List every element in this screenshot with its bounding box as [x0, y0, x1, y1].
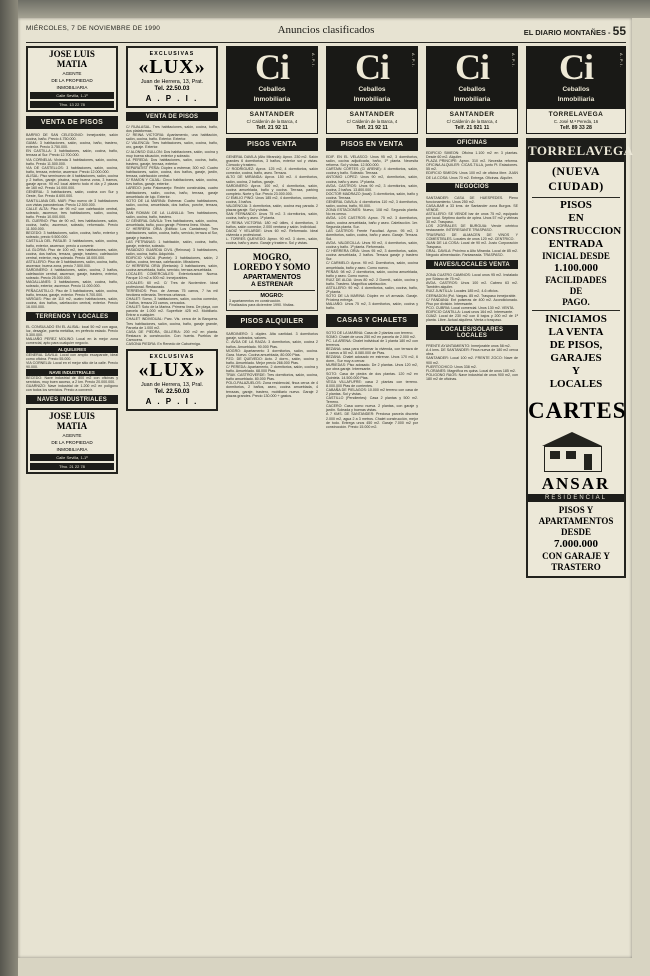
classified-ad[interactable]: SAN ROMAN DE LA LLANILLA: Tres habitaciones, salón, cocina, baño, trastero. — [126, 210, 218, 220]
torrelavega-l12: GARAJES — [550, 352, 602, 364]
ad-mogro-loredo-somo[interactable] — [226, 248, 318, 311]
classified-ad[interactable]: VEGA VILLAFUFRE: casa 2 plantas con terreno. 8.000.000 Ptas de corrientes. — [326, 379, 418, 388]
torrelavega-l14: LOCALES — [549, 378, 603, 390]
classified-ad[interactable]: C/ HERRERA ORIA: Unos 95 m2, 3 dormitorios, salón, cocina amueblada, 2 baños. Terraza garaje y trastero Sur. — [326, 249, 418, 262]
classified-ad[interactable]: C/ HERRERA ORIA (Bretania): 3 habitaciones, salón, cocina amueblada, baño, servicio, terraza amueblada. — [126, 264, 218, 273]
ansar-l5: TRASTERO — [551, 562, 601, 572]
classified-ad[interactable]: PEÑACASTILLO: Piso de 3 habitaciones, salón, cocina, baño, terraza, garaje, exterior. Precio 9.700.000. — [26, 288, 118, 297]
ceballos-phone-4: Telf. 89 33 28 — [560, 125, 592, 131]
ceballos-address-3: C/ Calderón de la Barca, 4 — [446, 119, 498, 124]
classified-ad[interactable]: LOCALES COMERCIALES: Exteriorización Nueva. Parque 10 m2 a 500 m2. Inmejorables. — [126, 272, 218, 281]
classified-ad[interactable]: CASA DE PIEDRA, GILLERIA: 200 m2 en planta. Restaura la construcción. Con huerta. Pueblos de Carrocera. — [126, 329, 218, 342]
classified-ad[interactable]: SARDINERO: 4 habitaciones, salón, cocina, 2 baños, calefacción central, ascensor, garaje, trastero, exterior, soleado. Precio 25.000.000. — [26, 268, 118, 281]
classified-ad[interactable]: POLO-PALAZUELOS: Zona residencial, finca cerca de 4 dormitorios, 2 baños, aseo, cocina amueblada, 4 terrazas, garaje, trastero, mobiliario nuevo. Garaje 2 plazas grandes. Precio 130.000 + gastos. — [226, 381, 318, 398]
torrelavega-l8: PAGO. — [562, 297, 590, 307]
section-header-pisos-alquiler: PISOS ALQUILER — [226, 315, 318, 328]
classified-ad[interactable]: LA GLORIA: Piso de 100 m2, tres habitaciones, salón, cocina, dos baños, terraza, garaje, trastero, calefacción central, exterior, muy soleado. Precio 18.000.000. — [26, 247, 118, 260]
classified-ad[interactable]: BEZANA: Chalet adosado en estrenar. Unos 170 m2, 6 dorm., Sur muy a cercar. — [326, 355, 418, 364]
ceballos-name-1c: Ceballos — [458, 86, 486, 93]
classified-ad[interactable]: SOMO: Chalet de unos 250 m2 en parcela de 2.000 m2. — [326, 334, 416, 339]
classified-ad[interactable]: C/ RUALASAL. Tres habitaciones, salón, cocina, baño, dos plataformas. — [126, 125, 218, 134]
classified-ad[interactable]: TERRENOS: Prox. de Arenas 75 carros, 7 ha mil hectárea milenaria. Terrenos urbanos. — [126, 288, 218, 297]
classified-ad[interactable]: AVDA. VALDECILLA: Unos 90 m2, 4 dormitorios, salón, cocina y baño. 1ª planta. Reformado. — [326, 240, 418, 250]
torrelavega-l13: Y — [572, 365, 580, 377]
classified-ad[interactable]: JUAN DE LA COSA: Local de 90 m2. Justo Corporación Traspaso. — [426, 240, 518, 249]
ad-list-col5-c — [426, 273, 518, 322]
torrelavega-l7: DE — [569, 286, 583, 296]
classified-ad[interactable]: C/ GENERAL DAVILA: Tres habitaciones, salón, cocina, amueblada, baño, poco garaje. Primera línea. Vistas. — [126, 219, 218, 228]
ad-torrelavega-nueva-ciudad[interactable] — [526, 138, 634, 578]
ansar-logo: ANSAR — [541, 474, 611, 493]
classified-ad[interactable]: OJAIZ: Local de 230 m2 con 8 bajos y 200 m2 de 1ª planta. Libre. Actual alquilera. Venta o traspaso. — [426, 314, 518, 323]
page-number: 55 — [612, 24, 626, 38]
section-header-oficinas: OFICINAS — [426, 138, 518, 147]
ceballos-ci-logo-3: Ci — [455, 47, 489, 87]
agency-role2: DE LA PROPIEDAD — [51, 78, 93, 83]
ad-ceballos-logo-1[interactable] — [226, 46, 318, 109]
classified-ad[interactable]: ASTILLERO: Piso de 3 habitaciones, salón, cocina, baño, ascensor, buena zona, precio 7.500.000. — [26, 259, 118, 268]
ceballos-address-2: C/ Calderón de la Barca, 4 — [346, 119, 398, 124]
ceballos-city-3: SANTANDER — [449, 111, 495, 118]
classified-ad[interactable]: CASONA PIEDRA: En Renedo de Cabuérniga. — [126, 341, 201, 346]
classified-ad[interactable]: CHALET: Somo, 3 habitaciones, salón, cocina comedor, 2 baños, terraza 23 carros, cercados. — [126, 296, 218, 306]
classified-ad[interactable]: EDIF. EN EL VELASCO: Unos 95 m2, 3 dormitorios, salón, cocina adjudicada, baño, 1ª planta. Necesita reforma. Sol y vistas. 12.500.000. — [326, 155, 418, 168]
classified-ad[interactable]: VIA CORNELIA: Local en el mejor sitio de la calle. Precio 90.000. — [26, 360, 118, 369]
classified-ad[interactable]: CHALET INDIVIDUAL: Parc. Vis. cerca de la Barquera. Tres habitaciones, salón, cocina, baño, garaje grande, Parcela de 1.000 m2. — [126, 317, 218, 330]
classified-ad[interactable]: C/ EMILIO PINO: Unos 185 m2, 4 dormitorios, comedor, cocina, 3 baños. — [226, 195, 318, 205]
classified-ad[interactable]: AVDA. CASTROS: Unos 90 m2, 3 dormitorios, salón, cocina, 2 baños. 13.800.000. — [326, 183, 418, 192]
classified-ad[interactable]: CALLE ALTA: Piso de 95 m2 con calefacción central, soleado, ascensor, tres habitaciones, salón, cocina, baño. Precio 10.000.000. — [26, 206, 118, 219]
classified-ad[interactable]: ASTILLERO: SE VENDE bar de unos 75 m2, equipado por local. Séptimo dueño de oplea. Unos 57 m2 y vitrinas 30 m2. Traspaso. — [426, 212, 518, 225]
classified-ad[interactable]: C/ RAMON Y CAJAL: Cinco habitaciones, salón, cocina, tres baños, garaje, exterior. — [126, 178, 218, 187]
classified-ad[interactable]: C/ RODRIGUEZ: Aprox. 125 m2, 4 dormitorios, salón comedor, cocina, baño, aseo. Terraza. — [226, 167, 318, 176]
section-header-terrenos-locales: TERRENOS Y LOCALES — [26, 312, 118, 321]
classified-ad[interactable]: A 4 kms. DE SANTANDER: Finca nueva de 180 m2 cerca obra. — [426, 348, 519, 357]
classified-ad[interactable]: PZO. DE QUEVEDO: Acto. 2 dorm., salón, cocina y baño. Amueblado. Mejor precio 266.000 Ptas. — [226, 356, 318, 365]
page-edge-left — [0, 0, 18, 976]
classified-ad[interactable]: LOS ZORRALES DE BURGUIA: Vende céntrico restaurante. INTERESANTE TRASPASO. — [426, 224, 518, 233]
classified-ad[interactable]: SOTO DE LA MARINA: Dúplex en c/t armada. Garaje. Próxima entrega. — [326, 294, 418, 303]
column-6 — [526, 46, 634, 944]
classified-ad[interactable]: SARDINERO: 1 dúplex. Alta cantidad. 3 dormitorios garaje, soleados, valores. — [226, 332, 318, 341]
section-header-naves-industriales: NAVES INDUSTRIALES — [26, 395, 118, 404]
classified-ad[interactable]: CARTAIN CORTES (C/ ARENE): 4 dormitorios, salón, cocina y baño. Soleado. Terraza. — [326, 167, 418, 176]
classified-ad[interactable]: C/ CARMELO: Aprox. 90 m2. Dormitorios, salón, cocina amueblada, baño y aseo. Como nuevo. — [326, 261, 418, 270]
ceballos-city: SANTANDER — [249, 111, 295, 118]
lux-phone: Tel. 22.50.03 — [154, 86, 190, 92]
classified-ad[interactable]: ASTILLERO: 90 m2. 4 dormitorios, salón, cocina, baño, 2ª planta. — [326, 286, 418, 295]
classified-ad[interactable]: ALISAL: Piso seminuevo de 4 habitaciones, salón, cocina y 2 baños, garaje, piscina, muy buena zona, 3 tramos, garaje aprox. 90 m2 local abierto todo el día y 2 plazas de 160 m2. Precio 14.000.000. — [26, 173, 118, 191]
classified-ad[interactable]: C/ ALONSO GULLON: Dos habitaciones, salón, cocina y muy buena situación, exterior y soleado. — [126, 149, 218, 158]
classified-ad[interactable]: FRENTE AYUNTAMIENTO: Inmejorable unos 58 m2. — [426, 344, 511, 349]
classified-ad[interactable]: SARDINERO: Aprox. 100 m2, 4 dormitorios, salón, cocina amueblada, baño y cocina. Terraza, parking completo. Norte y Sur. Precio 23.000.000. — [226, 183, 318, 196]
masthead-paper-name: EL DIARIO MONTAÑES - — [523, 28, 611, 37]
ansar-l2: APARTAMENTOS — [538, 516, 614, 526]
classified-ad[interactable]: CERNADON (Pol. Vargas. 85 m2. Traspaso inmejorable. — [426, 293, 517, 298]
classified-ad[interactable]: GENERAL DAVILA: 4 dormitorios 110 m2, 3 dormitorios, salón, cocina, baño, 90.000. — [326, 200, 418, 209]
lux-api-label-2: A . P . I . — [145, 397, 199, 407]
masthead-date: MIÉRCOLES, 7 DE NOVIEMBRE DE 1990 — [26, 25, 161, 32]
agency-name-line2: MATIA — [56, 58, 88, 69]
agency-role: AGENTE — [62, 433, 82, 439]
classified-ad[interactable]: EN CASTILLA: 3 habitaciones, salón, cocina, baño, terraza al Sur. Precio 12.700.000. — [26, 149, 118, 158]
classified-ad[interactable]: MALIAÑO: Unos 75 m2, 3 dormitorios, salón, cocina y baño. — [326, 302, 418, 311]
classified-ad[interactable]: AVDA. CASTROS: Unos 100 m2. Cabreo 63 m2. También alquiler. — [426, 281, 518, 290]
subsection-alquileres: ALQUILERES — [26, 346, 118, 353]
classified-ad[interactable]: ZONA ESTACIONES: Nuevo, 108 m2. Segunda planta. No es censo. — [326, 208, 418, 217]
torrelavega-l4: ENTRADA — [548, 238, 604, 250]
torrelavega-subtitle: (NUEVA CIUDAD) — [548, 164, 604, 193]
classified-ad[interactable]: PCO. CUBRIA: Local comercial. Unos 130 m2. VENTA. — [426, 305, 515, 310]
classified-ad[interactable]: AVDA. LOS CASTROS: Aprox. 75 m2. 3 dormitorios, salón, cocina amueblada, baño y aseo. Calefacción. 1er. Segunda planta. Sur. — [326, 216, 418, 229]
lux-brand: «LUX» — [138, 56, 206, 78]
classified-ad[interactable]: EDIFICIO CANTILLA: Local unos 164 m2. Interesante. — [426, 309, 514, 314]
lux-exclusivas-label-2: EXCLUSIVAS — [149, 354, 195, 361]
classified-ad[interactable]: EDIFICIO SIMEON: Unos 100 m2 de oficina libre. JUAN DE LA COSA: Unos 70 m2. Entrega. Oficinas. Alquiler. — [426, 171, 518, 180]
section-header-venta-pisos: VENTA DE PISOS — [26, 116, 118, 129]
ceballos-phone-3: Telf. 21 921 11 — [454, 125, 490, 131]
torrelavega-l10: LA VENTA — [548, 326, 604, 338]
classified-ad[interactable]: PC. LA ARENA: Chalet individual de 1 planta 180 m2 con terrenos. — [326, 338, 418, 347]
agency-address: Calle Sevilla, 1-1º — [30, 92, 114, 99]
agency-role3: INMOBILIARIA — [56, 85, 88, 90]
classified-ad[interactable]: LOCALES: 60 m2. C/ Tres de Noviembre. Ideal profesional. Restaurado. — [126, 280, 218, 289]
ceballos-contact-1[interactable] — [226, 109, 318, 134]
classified-ad[interactable]: CABAÑA DE PIELAGOS: 10.000 m2 terreno con casa de 2 plantas. Sol y vistas. — [326, 387, 418, 396]
classified-ad[interactable]: MOGRO: Apartamento 3 dormitorios, salón, cocina. Gara. Nuevo. Cocina amueblada, 80.000 Ptas. — [226, 348, 318, 357]
torrelavega-l5: INICIAL DESDE — [542, 251, 610, 261]
classified-ad[interactable]: BARRIO DE SAN CELEDONIO: Inmejorable, salón cocina, baño. Precio 4.750.000. — [26, 133, 118, 142]
classified-ad[interactable]: CASA-BAR a 33 kms. de Santander zona Burgos. SE VENDE. — [426, 203, 518, 212]
subsection-naves: NAVE INDUSTRIALES — [26, 369, 118, 376]
classified-ad[interactable]: CHALET: Soto de la Marina. Primera línea. De playa, con parcela de 1.000 m2. Superficie 425 m2. Mobiliario. Entrar a cualquier. — [126, 305, 218, 318]
section-header-naves-locales-venta: NAVES/LOCALES VENTA — [426, 260, 518, 269]
classified-ad[interactable]: LAS PETRANAS: 1 habitación, salón, cocina, baño, garaje, exterior, soleado. — [126, 239, 218, 248]
promo-line-4: A ESTRENAR — [250, 281, 293, 289]
ceballos-name-1b: Ceballos — [358, 86, 386, 93]
agency-name-line1: JOSE LUIS — [49, 49, 95, 59]
classified-ad[interactable]: PLAZA PRINCIPE: Aprox. 310 m2. Necesita reforma. OFICINA ALQUILER: C/CAS-TILLA, junto Pl. Estaciones. 55 m2. — [426, 159, 518, 172]
section-header-pisos-en-venta: PISOS EN VENTA — [326, 138, 418, 151]
ad-list-col4 — [326, 155, 418, 311]
agency-phone: Tfno. 13 22 78 — [30, 101, 114, 108]
classified-ad[interactable]: ZONA CUATRO CAMINOS: Local unos 95 m2. Instalado por Sótano de 75 m2. — [426, 273, 518, 282]
classified-ad[interactable]: GAMA: 3 habitaciones, salón, cocina, baño, trastero, exterior. Precio 3.750.000. — [26, 141, 118, 150]
agency-role: AGENTE — [62, 71, 82, 76]
agency-address: Calle Sevilla, 1-1º — [30, 454, 114, 461]
torrelavega-title: TORRELAVEGA — [528, 140, 624, 162]
classified-ad[interactable]: VIA DE CASTELLOS: 3 habitaciones, salón, cocina, baño, terraza, exterior, ascensor. Precio 12.000.000. — [26, 165, 118, 174]
ad-ceballos-logo-4[interactable] — [526, 46, 626, 109]
house-illustration — [528, 428, 624, 474]
classified-ad[interactable]: SAN FERNANDO: Unos 75 m2. 3 dormitorios, salón, cocina, baño y aseo. 1ª planta. — [226, 212, 318, 221]
classified-ad[interactable]: BECEDO: 3 habitaciones, salón, cocina, baño, exterior y soleado, precio 9.500.000. — [26, 231, 118, 240]
ceballos-address-4: C. José M.ª Pereda, 16 — [553, 119, 599, 124]
lux-api-label: A . P . I . — [145, 94, 199, 103]
classified-ad[interactable]: MALIAÑO PEREZ MOLINO: Local en la mejor zona comercial, apto para cualquier negocio. — [26, 337, 118, 346]
classified-ad[interactable]: ANTONIO LOPEZ: Unos 90 m2, dormitorios, salón, cocina, baño y aseo. 1ª planta. — [326, 175, 418, 184]
torrelavega-price: 1.100.000 — [554, 262, 598, 274]
agency-name-line2: MATIA — [56, 420, 88, 431]
lux-phone-2: Tel. 22.50.03 — [154, 389, 190, 396]
ad-list-col5-d — [426, 344, 518, 381]
ceballos-phone: Telf. 21 92 11 — [256, 125, 288, 131]
ceballos-address: C/ Calderón de la Barca, 4 — [246, 119, 298, 124]
ansar-residencial-label: RESIDENCIAL — [528, 494, 624, 502]
lux-address-2: Juan de Herrera, 13, Pral. — [140, 382, 204, 389]
ansar-price: 7.000.000 — [554, 538, 598, 550]
classified-ad[interactable]: SANTANDER: CASA DE HUESPEDES. Pleno funcionamiento. Unos 250 m2. — [426, 195, 518, 204]
ceballos-name-2c: Inmobiliaria — [453, 96, 491, 103]
classified-ad[interactable]: GUARNIZO: Nave industrial de 1.200 m2 en polígono con todos los servicios. Precio a convenir. — [26, 384, 118, 393]
classified-ad[interactable]: VALDENOJA: 3 dormitorios, salón, cocina esq parada. 2 plazas garaje. Sol y vistas. — [226, 204, 318, 213]
cartes-title: CARTES — [528, 398, 627, 423]
api-label-vertical-2: A.P.I. — [411, 53, 416, 69]
ceballos-name-1d: Ceballos — [562, 86, 590, 93]
classified-ad[interactable]: DOCTOR MADRAZO (local): 3 dormitorios, salón, baño y cocina. Terraza. — [326, 191, 418, 200]
ad-lux-top[interactable] — [126, 46, 218, 108]
api-label-vertical-3: A.P.I. — [511, 53, 516, 69]
torrelavega-l3: CONSTRUCCION — [530, 225, 622, 237]
classified-ad[interactable]: VIA CORNELIA: Vivienda 3 habitaciones, salón, cocina, baño. Precio 11.500.000. — [26, 157, 118, 166]
classified-ad[interactable]: GENERAL: 3 habitaciones, salón, cocina con Sur y Oeste, Sur. Precio 8.600.000. — [26, 190, 118, 199]
ceballos-ci-logo-4: Ci — [559, 47, 593, 87]
classified-ad[interactable]: C. AVDA DE LA RAIZA: 3 dormitorios, salón, cocina 2 baños. Amueblado. 90.000 Ptas. — [226, 340, 318, 349]
classified-ad[interactable]: L. TORRES QUEVEDO: Aprox. 90 m2. 3 dorm., salón, cocina, baño y aseo. Garaje y trastero. Sol y vistas. — [226, 236, 318, 245]
ad-list-col1-b — [26, 325, 118, 392]
torrelavega-l2: EN — [568, 212, 584, 224]
ad-list-col4-b — [326, 331, 418, 429]
ad-lux-bottom[interactable] — [126, 349, 218, 411]
agency-phone: Tfno. 21 22 78 — [30, 463, 114, 470]
column-2 — [126, 46, 218, 944]
lux-brand-2: «LUX» — [138, 359, 206, 382]
ceballos-contact-3[interactable] — [426, 109, 518, 134]
classified-ad[interactable]: EDIFICIO VIUDA (Puente): 3 habitaciones, salón, 2 baños, cocina, terraza, calefacción. Miradores. — [126, 256, 218, 265]
page-edge-top — [0, 0, 650, 18]
ceballos-name-2: Inmobiliaria — [253, 96, 291, 103]
ceballos-ci-logo: Ci — [255, 47, 289, 87]
ad-ceballos-logo-2[interactable] — [326, 46, 418, 109]
section-header-casas-chalets: CASAS Y CHALETS — [326, 314, 418, 327]
classified-ad[interactable]: C/ REINA VICTORIA: 180 m2 útiles, 4 dormitorios, 3 baños, salón comedor, 2.000 ventana y salón. Individual. — [226, 220, 318, 229]
classified-ad[interactable]: C/ VALENCIA: Tres habitaciones, salón, cocina, baño, oro, garaje. Exterior. — [126, 141, 218, 150]
classified-ad[interactable]: SANTILLANA DEL MAR: Piso nuevo de 3 habitaciones con vistas panorámicas. Precio 12.500.000. — [26, 198, 118, 207]
classified-ad[interactable]: TRASPASO DE ALMACEN DE VINOS Y COMESTIBLES. Locales de unos 120 m2. CENTRICO. — [426, 232, 518, 241]
promo-sub-1: MOGRO: — [260, 293, 284, 300]
lux-address: Juan de Herrera, 13, Prat. — [140, 79, 204, 85]
classified-ad[interactable]: SOTO DE LA MARINA: Casa de 2 plantas con terreno. — [326, 330, 414, 335]
ceballos-city-4: TORRELAVEGA — [548, 111, 604, 118]
ansar-l4: CON GARAJE Y — [542, 551, 610, 561]
ceballos-name-2b: Inmobiliaria — [353, 96, 391, 103]
masthead — [26, 24, 626, 43]
classified-ad[interactable]: CACERO: Casa como nueva. 2 plantas, con garaje y jardín. Soleada y buenas vistas. — [326, 404, 418, 413]
column-4 — [326, 46, 418, 944]
ad-list-col5-b — [426, 196, 518, 257]
classified-ad[interactable]: MAGALLANES: 3 habitaciones, salón, cocina, baño, soleado, exterior, ascensor. Precio 11.000.000. — [26, 280, 118, 289]
column-1 — [26, 46, 118, 944]
ceballos-name-2d: Inmobiliaria — [557, 96, 595, 103]
classifieds-columns — [26, 46, 634, 946]
section-header-venta-pisos-2: VENTA DE PISOS — [126, 112, 218, 121]
promo-line-1: MOGRO, — [252, 252, 292, 263]
ad-list-col3 — [226, 155, 318, 245]
torrelavega-l1: PISOS — [560, 199, 592, 211]
lux-exclusivas-label: EXCLUSIVAS — [149, 51, 195, 57]
classified-ad[interactable]: EL CUERNO: Piso de 90 m2, tres habitaciones, salón, cocina, baño, ascensor, soleado, reformado. Precio 11.500.000. — [26, 218, 118, 232]
ad-list-col1 — [26, 133, 118, 309]
classified-ad[interactable]: ALTO DE MIRANDA: Aprox. 150 m2. 4 dormitorios, salón, cocina, 2 baños, garaje. — [226, 175, 318, 184]
classified-ad[interactable]: EDIFICIO SIMEON: Oficina 1.100 m2 en 3 plantas. Desde 60 m2. Alquiler. — [426, 151, 518, 160]
section-header-pisos-venta: PISOS VENTA — [226, 138, 318, 151]
classified-ad[interactable]: LAREDO: junto Palomarejo: Recién construidas, cuatro habitaciones, salón, cocina, baño, terraza, garaje amueblado de lujo. Exterior. — [126, 186, 218, 199]
classified-ad[interactable]: C/ HERRERA ORIA (Edificio Los Cantabros): Tres habitaciones, salón, cocina, baño, servicio, terraza al Sur, garaje y trastero. — [126, 227, 218, 240]
ad-jose-luis-matia-bottom[interactable] — [26, 408, 118, 474]
ansar-l1: PISOS Y — [558, 505, 594, 515]
ceballos-city-2: SANTANDER — [349, 111, 395, 118]
classified-ad[interactable]: A 7 KMS. DE SANTANDER: Preciosa parcela discreta 2.000 m2, agua 2 a 3 metros. Chalet construcción, mejor de todo. Entrega unos 450 m2. Garaje 7.000 m2 por construcción. Precio 15.000 m2. — [326, 412, 418, 429]
ad-list-col5 — [426, 151, 518, 180]
classified-ad[interactable]: PEÑAS: 98 m2. 2 dormitorios, salón, cocina amueblada, baño y aseo. Como nuevo. — [326, 269, 418, 278]
classified-ad[interactable]: CASTILLA DEL PASAJE: 3 habitaciones, salón, cocina, baño, exterior, ascensor, precio a convenir. — [26, 239, 118, 248]
classified-ad[interactable]: GENERAL DAVILA (Alto Miranda): Aprox. 230 m2. Salón grandes 6 dormitorios, 3 baños, exterior sol y vistas. Cómodo y trastero. — [226, 155, 318, 168]
ad-list-col2 — [126, 125, 218, 346]
classified-ad[interactable]: SANTANDER: Local 100 m2. FRENTE ZOCO: Nave de 900 m2. — [426, 356, 518, 365]
masthead-paper — [524, 24, 626, 38]
torrelavega-l11: DE PISOS, — [549, 339, 603, 351]
classified-ad[interactable]: PASADIZO GUARDIA CIVIL (Reinosa): 3 habitaciones, salón, cocina, baño. Adquirido. — [126, 247, 218, 256]
classified-ad[interactable]: MURIEDAS: Piso adosado. De 2 plantas. Unos 120 m2, por obra garaje. Interesante. — [326, 363, 418, 372]
agency-role3: INMOBILIARIA — [56, 447, 88, 453]
column-3 — [226, 46, 318, 944]
ceballos-contact-4[interactable] — [526, 109, 626, 134]
ad-jose-luis-matia-top[interactable] — [26, 46, 118, 112]
torrelavega-l9: INICIAMOS — [545, 313, 607, 325]
classified-ad[interactable]: FLORANES: Magnífica es quina. Local de unos 185 m2. — [426, 368, 516, 373]
ceballos-name-1: Ceballos — [258, 86, 286, 93]
classified-ad[interactable]: C/ FANDANA: Ent pulseras de 400 m2. Acondicionado. Piso por división. Interesante. — [426, 297, 518, 306]
api-label-vertical: A.P.I. — [311, 53, 316, 69]
ansar-l3: DESDE — [560, 527, 591, 537]
classified-ad[interactable]: POLIGONO RAOS: Nave industrial de unos 900 m2, con 180 m2 de oficinas. — [426, 372, 518, 381]
ad-ceballos-logo-3[interactable] — [426, 46, 518, 109]
section-header-locales-solares: LOCALES/SOLARES LOCALES — [426, 325, 518, 340]
section-header-negocios: NEGOCIOS — [426, 183, 518, 192]
agency-role2: DE LA PROPIEDAD — [51, 440, 93, 446]
torrelavega-l6: FACILIDADES — [545, 275, 607, 285]
ceballos-contact-2[interactable] — [326, 109, 418, 134]
ceballos-ci-logo-2: Ci — [355, 47, 389, 87]
column-5 — [426, 46, 518, 944]
classified-ad[interactable]: SOTO: Casa de piedra de dos plantas. 120 m2 en Quintela. 14.500.000 Ptas. — [326, 371, 418, 380]
ceballos-phone-2: Telf. 21 92 11 — [356, 125, 388, 131]
classified-ad[interactable]: RUIZ DE ALDA: Unos 80 m2. 2 Dormit., salón, cocina y baño. Trastero. Magnífica calefacción. — [326, 277, 418, 286]
classified-ad[interactable]: SEPARATIST PEÑA: Dúplex a estrenar, 300 m2. Cuatro habitaciones, salón, cocina, dos baños, garaje, jardín, terraza, calefacción central. — [126, 165, 218, 179]
promo-line-2: LOREDO Y SOMO — [233, 262, 311, 273]
promo-line-3: APARTAMENTOS — [243, 274, 301, 282]
classified-ad[interactable]: GENERAL DAVILA: Local con amplio escaparate, ideal como oficina. Precio 55.000. — [26, 352, 118, 361]
api-label-vertical-4: A.P.I. — [619, 53, 624, 69]
classified-ad[interactable]: TRAV. CASTROVERDE: Tres dormitorios, salón, cocina, baño amueblado. 80.000 Ptas. — [226, 373, 318, 382]
classified-ad[interactable]: PUERTOCHICO: Unos 338 m2. — [426, 364, 477, 369]
classified-ad[interactable]: LA PEREDA: Dos habitaciones, salón, cocina, baño, trastero, garaje, terraza, exterior. — [126, 157, 218, 166]
classified-ad[interactable]: GRAL. DAVILA: Próximo a Alto Miranda. Local de 85 m2. Negocio alimentación. Fantaseada. TRASPASO. — [426, 248, 518, 257]
classified-ad[interactable]: DAOIZ Y VELARDE: Unos 60 m2. Reformado. Ideal vivienda o profesional. — [226, 228, 318, 237]
classified-ad[interactable]: CASTILLO (Pendientes): Casa 2 plantas y 500 m2. Terreno. — [326, 396, 418, 405]
classified-ad[interactable]: BECEDO: Nave industrial de 800 m2 con oficinas y servicios, muy buen acceso, a 2 km. Precio 20.000.000. — [26, 375, 118, 384]
promo-sub-3: Finalizados para diciembre 1990. Visitas. — [229, 303, 295, 308]
agency-name-line1: JOSE LUIS — [49, 411, 95, 422]
classified-ad[interactable]: SOTO DE LA MARINA: Estrenar. Cuatro habitaciones, salón, cocina, amueblada, dos baños, porche, terraza, jardín. — [126, 198, 218, 211]
classified-ad[interactable]: LAS CASTROS: Frente Facultad. Aprox. 95 m2, 3 dormitorios, salón, cocina, baño y aseo. Garaje. Terraza. Sol. — [326, 228, 418, 241]
classified-ad[interactable]: RUIZ JUNTILLA: Locales 185 m2, 4-6 oficios. — [426, 289, 499, 294]
promo-sub-2: 3 apartamentos en construcción. — [229, 299, 282, 304]
classified-ad[interactable]: EL CONSULADO EN EL ALISAL: local 50 m2 con agua, luz, desagüe, puerta metálica, en perfecto estado. Precio 5.300.000. — [26, 325, 118, 338]
classified-ad[interactable]: C/ PEREDA: Apartamento, 2 dormitorios, salón, cocina y baño. Amueblado. 68.000 Ptas. — [226, 365, 318, 374]
classified-ad[interactable]: BEZANA: casa para reformar la vivienda, con terraza de 4 carros a 50 m2. 8.080.000 de Ptas. — [326, 346, 418, 356]
classified-ad[interactable]: C/ REINA VICTORIA: Apartamento, una habitación, salón, cocina, baño. Exterior. Exterior. — [126, 133, 218, 142]
ad-list-col3-b — [226, 332, 318, 398]
page-title: Anuncios clasificados — [277, 24, 375, 36]
classified-ad[interactable]: VARGAS: Piso de 110 m2, cuatro habitaciones, salón, cocina, dos baños, calefacción central, exterior. Precio 16.000.000. — [26, 296, 118, 309]
